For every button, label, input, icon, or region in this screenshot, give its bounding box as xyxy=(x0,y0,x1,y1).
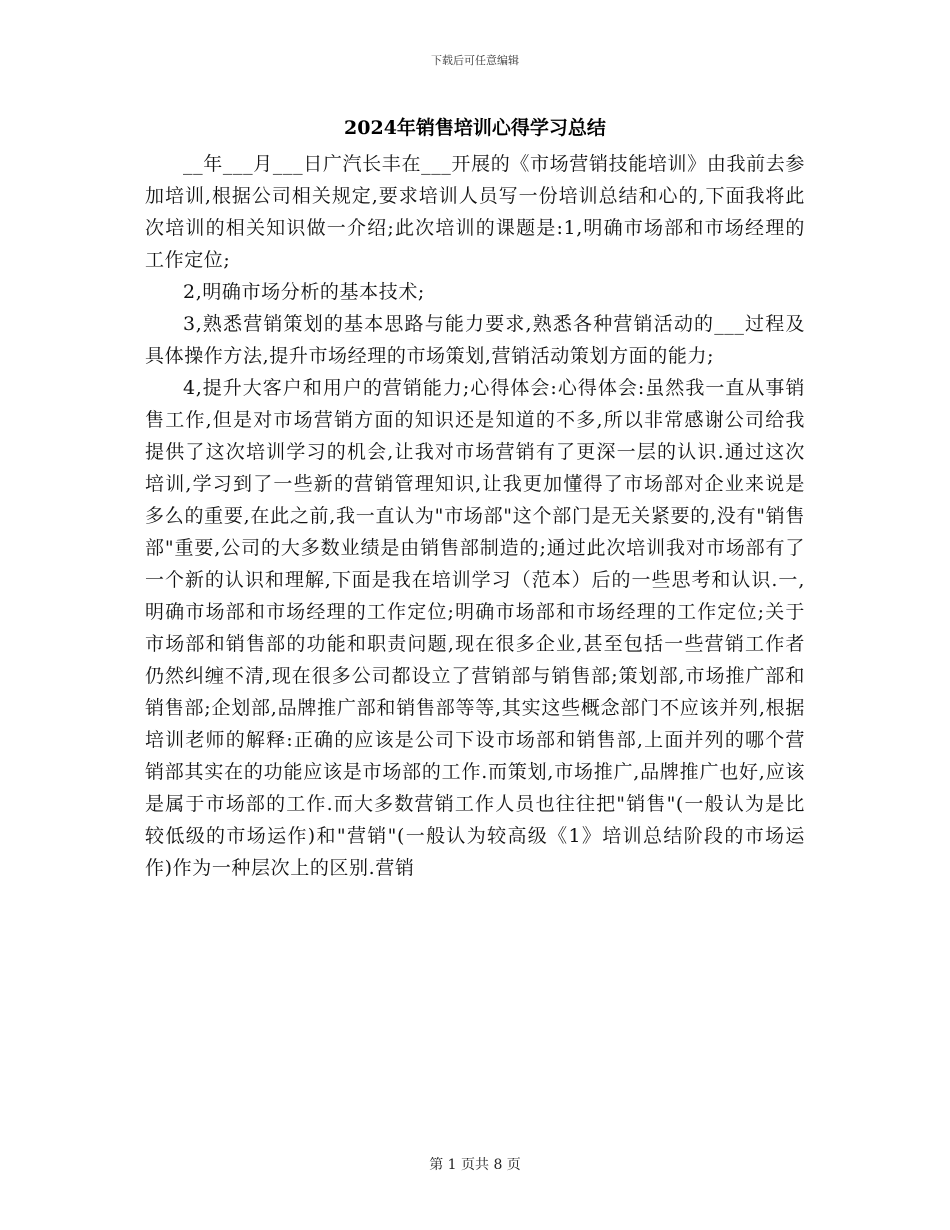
paragraph-item-4: 4,提升大客户和用户的营销能力;心得体会:心得体会:虽然我一直从事销售工作,但是对市场营销方面的知识还是知道的不多,所以非常感谢公司给我提供了这次培训学习的机会,让我对市场营销有了更深一层的认识.通过这次培训,学习到了一些新的营销管理知识,让我更加懂得了市场部对企业来说是多么的重要,在此之前,我一直认为"市场部"这个部门是无关紧要的,没有"销售部"重要,公司的大多数业绩是由销售部制造的;通过此次培训我对市场部有了一个新的认识和理解,下面是我在培训学习（范本）后的一些思考和认识.一,明确市场部和市场经理的工作定位;明确市场部和市场经理的工作定位;关于市场部和销售部的功能和职责问题,现在很多企业,甚至包括一些营销工作者仍然纠缠不清,现在很多公司都设立了营销部与销售部;策划部,市场推广部和销售部;企划部,品牌推广部和销售部等等,其实这些概念部门不应该并列,根据培训老师的解释:正确的应该是公司下设市场部和销售部,上面并列的哪个营销部其实在的功能应该是市场部的工作.而策划,市场推广,品牌推广也好,应该是属于市场部的工作.而大多数营销工作人员也往往把"销售"(一般认为是比较低级的市场运作)和"营销"(一般认为较高级《1》培训总结阶段的市场运作)作为一种层次上的区别.营销 xyxy=(145,377,805,879)
page-header-note: 下载后可任意编辑 xyxy=(431,54,519,67)
paragraph-intro: __年___月___日广汽长丰在___开展的《市场营销技能培训》由我前去参加培训,根据公司相关规定,要求培训人员写一份培训总结和心的,下面我将此次培训的相关知识做一介绍;此次培训的课题是:1,明确市场部和市场经理的工作定位; xyxy=(145,153,805,271)
document-title: 2024年销售培训心得学习总结 xyxy=(344,117,606,139)
paragraph-item-2: 2,明确市场分析的基本技术; xyxy=(183,281,425,303)
page-number: 第 1 页共 8 页 xyxy=(429,1157,521,1173)
document-body xyxy=(145,148,805,884)
paragraph-item-3: 3,熟悉营销策划的基本思路与能力要求,熟悉各种营销活动的___过程及具体操作方法,提升市场经理的市场策划,营销活动策划方面的能力; xyxy=(145,313,805,367)
